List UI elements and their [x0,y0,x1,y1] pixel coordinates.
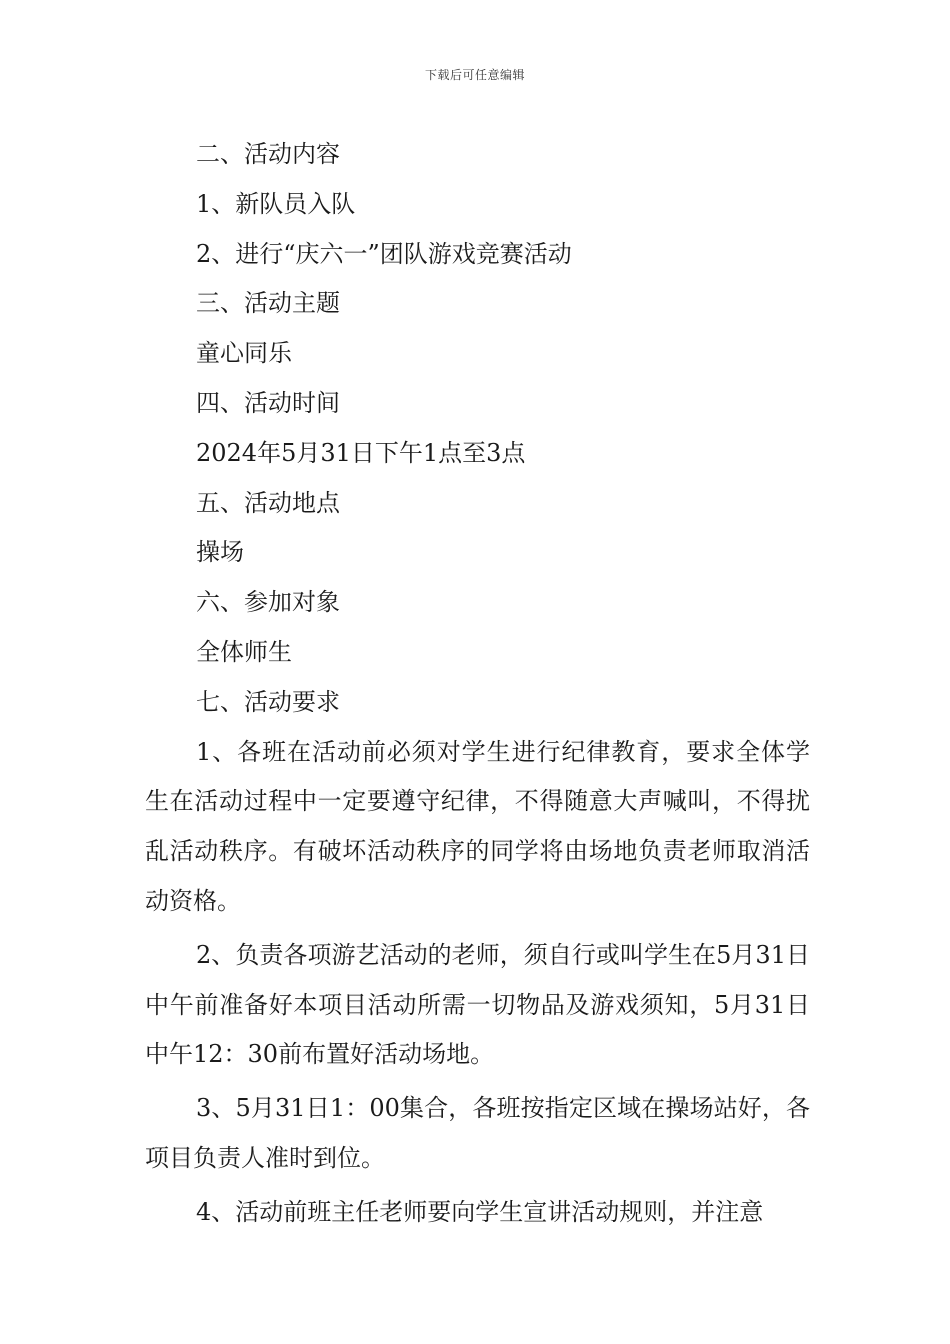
requirement-paragraph-4: 4、活动前班主任老师要向学生宣讲活动规则，并注意 [196,1197,764,1226]
section-heading-requirements: 七、活动要求 [196,687,340,716]
section-heading-theme: 三、活动主题 [196,289,340,318]
theme-text: 童心同乐 [196,339,292,368]
section-heading-location: 五、活动地点 [196,488,340,517]
document-body [145,130,810,1238]
section-heading-content: 二、活动内容 [196,140,340,168]
requirement-paragraph-3: 3、5月31日1：00集合，各班按指定区域在操场站好，各项目负责人准时到位。 [145,1094,810,1172]
requirement-paragraph-2: 2、负责各项游艺活动的老师，须自行或叫学生在5月31日中午前准备好本项目活动所需一切物品及游戏须知，5月31日中午12：30前布置好活动场地。 [145,940,810,1069]
requirement-paragraph-1: 1、各班在活动前必须对学生进行纪律教育，要求全体学生在活动过程中一定要遵守纪律，不得随意大声喊叫，不得扰乱活动秩序。有破坏活动秩序的同学将由场地负责老师取消活动资格。 [145,737,810,915]
content-item-2: 2、进行“庆六一”团队游戏竞赛活动 [196,239,572,268]
participants-text: 全体师生 [196,637,292,666]
section-heading-time: 四、活动时间 [196,388,340,417]
section-heading-participants: 六、参加对象 [196,588,340,617]
page-header: 下载后可任意编辑 [424,68,525,82]
content-item-1: 1、新队员入队 [196,189,356,218]
time-text: 2024年5月31日下午1点至3点 [196,438,526,467]
location-text: 操场 [196,538,244,567]
